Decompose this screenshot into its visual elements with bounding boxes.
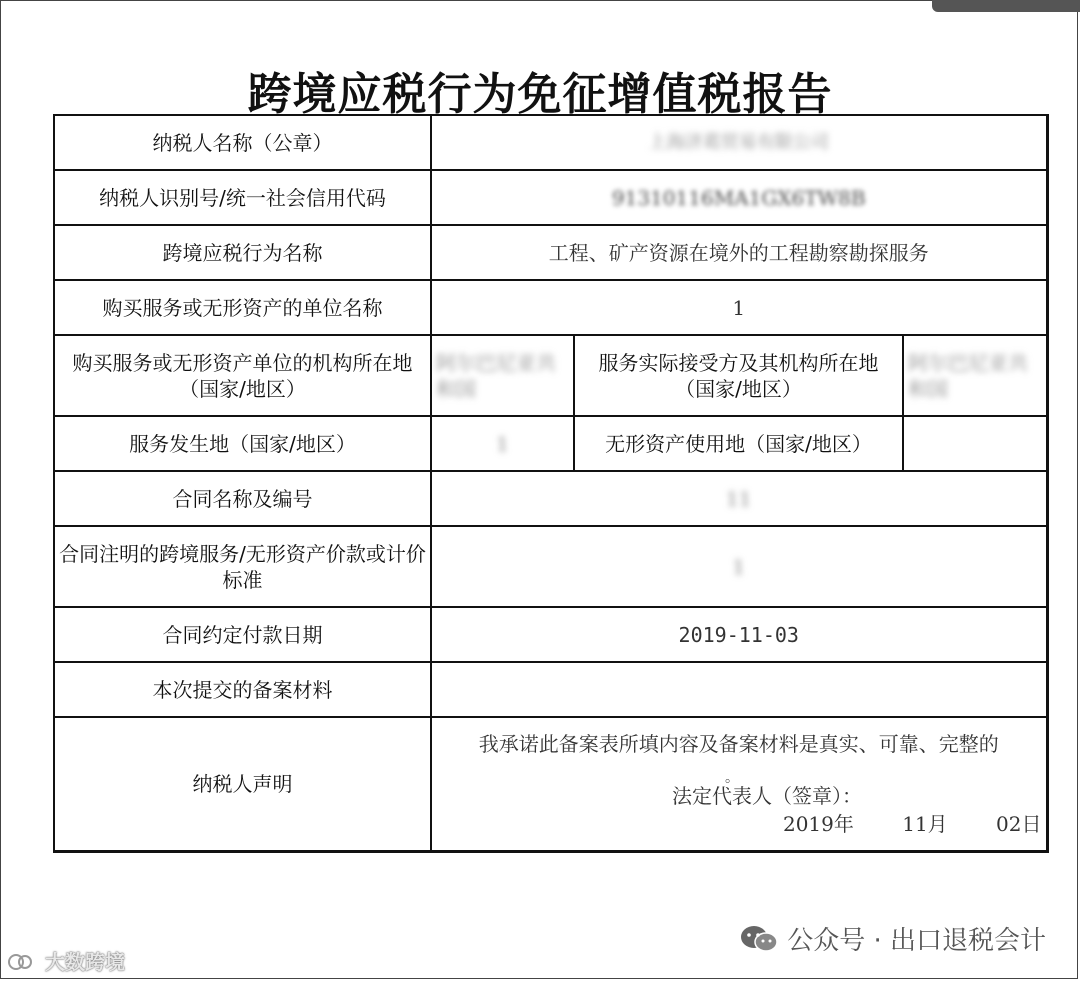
watermark-right bbox=[739, 920, 1046, 957]
value-buyer-location: 阿尔巴尼亚共和国 bbox=[431, 335, 574, 416]
label-declaration: 纳税人声明 bbox=[54, 717, 431, 851]
label-intangible-use-location: 无形资产使用地（国家/地区） bbox=[574, 416, 903, 471]
label-payment-date: 合同约定付款日期 bbox=[54, 607, 431, 662]
table-row-taxpayer-name bbox=[54, 115, 1047, 170]
table-row-contract-price bbox=[54, 526, 1047, 607]
declaration-signer: 法定代表人（签章）： bbox=[672, 783, 862, 808]
value-service-location: 1 bbox=[431, 416, 574, 471]
declaration-box bbox=[432, 719, 1046, 849]
label-activity-name: 跨境应税行为名称 bbox=[54, 225, 431, 280]
declaration-date bbox=[777, 811, 1042, 837]
watermark-left-text: 大数跨境 bbox=[44, 950, 125, 974]
label-buyer-location: 购买服务或无形资产单位的机构所在地（国家/地区） bbox=[54, 335, 431, 416]
value-intangible-use-location bbox=[903, 416, 1047, 471]
declaration-cell bbox=[431, 717, 1047, 851]
window-corner-tab bbox=[932, 0, 1080, 12]
value-actual-receiver-location: 阿尔巴尼亚共和国 bbox=[903, 335, 1047, 416]
label-taxpayer-id: 纳税人识别号/统一社会信用代码 bbox=[54, 170, 431, 225]
value-buyer-name: 1 bbox=[431, 280, 1047, 335]
declaration-period: 。 bbox=[725, 769, 739, 786]
table-row-contract-name bbox=[54, 471, 1047, 526]
table-row-payment-date bbox=[54, 607, 1047, 662]
brand-logo-icon bbox=[8, 952, 34, 972]
label-actual-receiver-location: 服务实际接受方及其机构所在地（国家/地区） bbox=[574, 335, 903, 416]
value-materials bbox=[431, 662, 1047, 717]
table-row-declaration bbox=[54, 717, 1047, 851]
value-activity-name: 工程、矿产资源在境外的工程勘察勘探服务 bbox=[431, 225, 1047, 280]
watermark-right-text: 公众号 · 出口退税会计 bbox=[787, 926, 1046, 956]
table-row-taxpayer-id bbox=[54, 170, 1047, 225]
declaration-year: 2019年 bbox=[782, 811, 854, 836]
value-taxpayer-name: 上海济葛贸易有限公司 bbox=[431, 115, 1047, 170]
value-contract-name: 11 bbox=[431, 471, 1047, 526]
watermark-left bbox=[8, 946, 125, 975]
declaration-text: 我承诺此备案表所填内容及备案材料是真实、可靠、完整的 bbox=[478, 731, 999, 756]
declaration-day: 02日 bbox=[996, 811, 1042, 836]
label-buyer-name: 购买服务或无形资产的单位名称 bbox=[54, 280, 431, 335]
table-row-buyer-name bbox=[54, 280, 1047, 335]
value-taxpayer-id: 91310116MA1GX6TW8B bbox=[431, 170, 1047, 225]
label-service-location: 服务发生地（国家/地区） bbox=[54, 416, 431, 471]
table-row-buyer-location bbox=[54, 335, 1047, 416]
table-row-materials bbox=[54, 662, 1047, 717]
value-contract-price: 1 bbox=[431, 526, 1047, 607]
label-taxpayer-name: 纳税人名称（公章） bbox=[54, 115, 431, 170]
label-contract-price: 合同注明的跨境服务/无形资产价款或计价标准 bbox=[54, 526, 431, 607]
value-payment-date: 2019-11-03 bbox=[431, 607, 1047, 662]
page-title: 跨境应税行为免征增值税报告 bbox=[247, 69, 833, 120]
label-materials: 本次提交的备案材料 bbox=[54, 662, 431, 717]
label-contract-name: 合同名称及编号 bbox=[54, 471, 431, 526]
wechat-icon bbox=[739, 924, 779, 954]
declaration-month: 11月 bbox=[902, 811, 948, 836]
table-row-service-location bbox=[54, 416, 1047, 471]
table-row-activity-name bbox=[54, 225, 1047, 280]
report-table bbox=[53, 114, 1049, 853]
